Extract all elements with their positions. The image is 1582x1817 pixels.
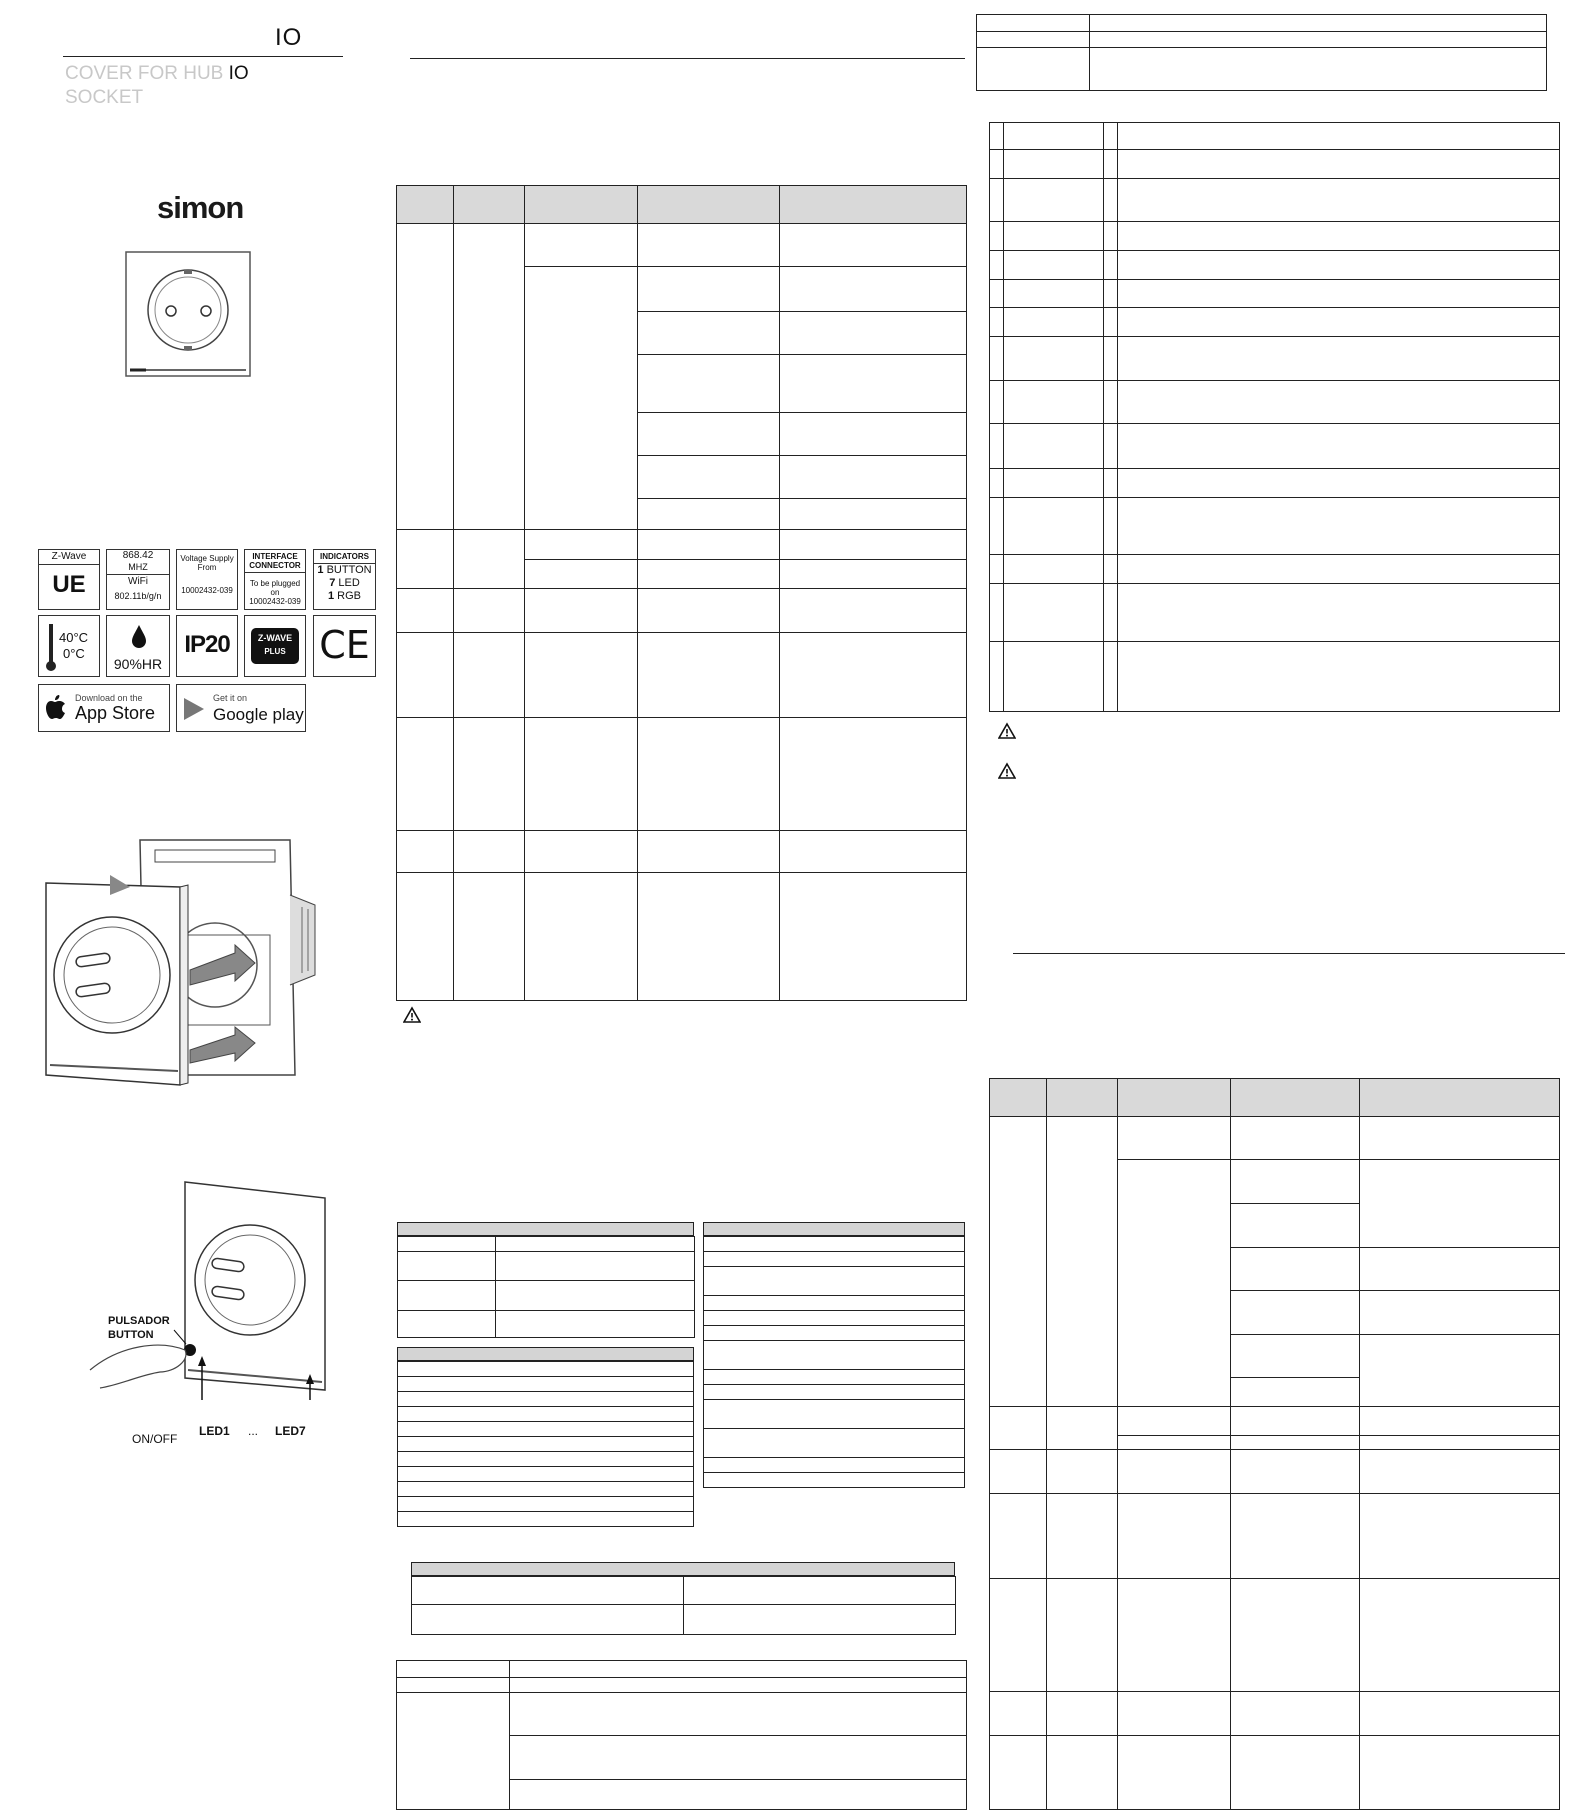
app-store-button[interactable]: Download on the App Store [38, 684, 170, 732]
warning-icon [998, 722, 1016, 740]
google-play-button[interactable]: Get it on Google play [176, 684, 306, 732]
led-ellipsis: ... [248, 1424, 259, 1438]
button-label-en: BUTTON [108, 1329, 154, 1341]
frequency-badge: 868.42 MHZ WiFi 802.11b/g/n [106, 549, 170, 610]
spec-table-b [397, 1347, 694, 1527]
play-icon [183, 697, 205, 721]
product-header [60, 22, 345, 112]
button-led-diagram [80, 1180, 340, 1400]
info-table-top [976, 14, 1547, 91]
subtitle: COVER FOR HUB IO SOCKET [65, 63, 249, 108]
ce-mark-badge: CE [313, 615, 376, 677]
apple-icon [45, 695, 67, 721]
water-drop-icon [131, 624, 147, 648]
led-last-label: LED7 [275, 1424, 306, 1438]
temperature-badge: 40°C 0°C [38, 615, 100, 677]
onoff-label: ON/OFF [132, 1432, 178, 1446]
zwave-ue-badge: Z-Wave UE [38, 549, 100, 610]
zwave-plus-logo: Z-WAVE PLUS [251, 628, 299, 664]
simon-logo: simon [157, 190, 244, 225]
function-table-1 [396, 185, 967, 1001]
spec-table-e [396, 1660, 967, 1810]
section-rule-right [1013, 953, 1565, 954]
led-first-label: LED1 [199, 1424, 230, 1438]
interface-connector-badge: INTERFACE CONNECTOR To be plugged on 10002432-039 [244, 549, 306, 610]
section-rule-top [410, 58, 965, 59]
product-thumbnail [124, 250, 252, 378]
title-io: IO [275, 24, 303, 51]
spec-table-d [411, 1562, 955, 1635]
warning-icon [403, 1006, 421, 1024]
warning-icon [998, 762, 1016, 780]
button-label-es: PULSADOR [108, 1315, 170, 1327]
zwave-plus-badge [244, 615, 306, 677]
thermometer-icon [45, 622, 57, 672]
humidity-badge: 90%HR [106, 615, 170, 677]
ip20-badge: IP20 [176, 615, 238, 677]
indicators-badge: INDICATORS 1 BUTTON 7 LED 1 RGB [313, 549, 376, 610]
spec-table-a [397, 1222, 694, 1338]
function-table-2 [989, 1078, 1560, 1810]
installation-diagram [40, 835, 330, 1090]
parameter-table [989, 122, 1560, 712]
voltage-badge: Voltage Supply From 10002432-039 [176, 549, 238, 610]
spec-table-c [703, 1222, 965, 1488]
